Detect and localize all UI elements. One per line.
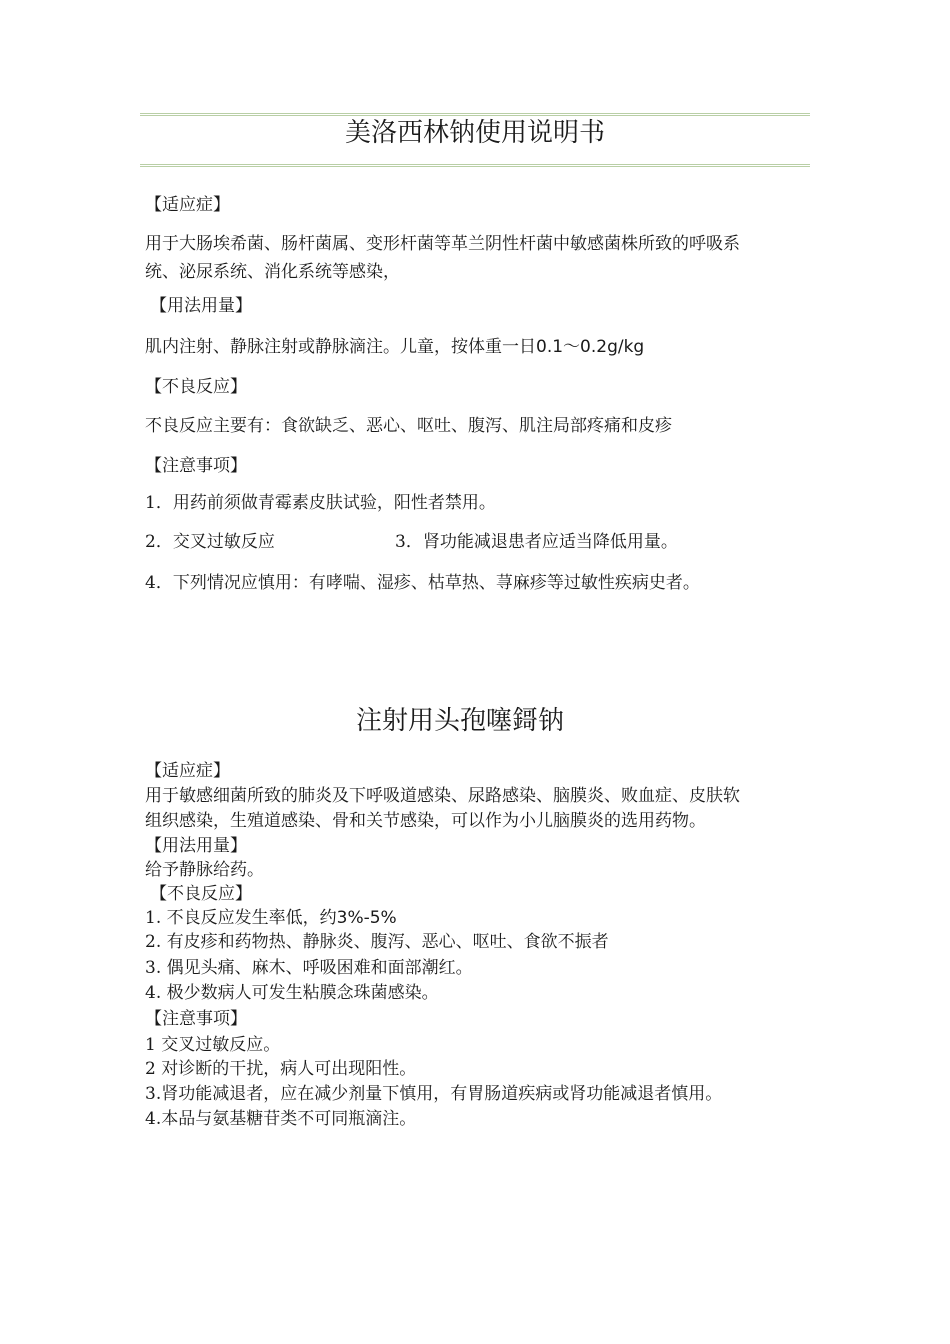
doc1-title: 美洛西林钠使用说明书 [344,118,605,148]
doc2-adverse-heading: 【不良反应】 [150,884,252,904]
doc1-indication-line2: 统、泌尿系统、消化系统等感染， [145,262,400,282]
doc2-usage-heading: 【用法用量】 [145,836,247,856]
doc2-adverse3: 3. 偶见头痛、麻木、呼吸困难和面部潮红。 [145,958,473,978]
doc1-note4: 4．下列情况应慎用：有哮喘、湿疹、枯草热、荨麻疹等过敏性疾病史者。 [145,573,700,593]
doc2-indication-heading: 【适应症】 [145,761,230,781]
doc2-note2: 2 对诊断的干扰，病人可出现阳性。 [145,1059,417,1079]
doc1-note1: 1．用药前须做青霉素皮肤试验，阳性者禁用。 [145,493,496,513]
doc2-adverse1-text: 1. 不良反应发生率低，约 [145,908,337,928]
doc1-usage-heading: 【用法用量】 [150,296,252,316]
doc1-adverse-heading: 【不良反应】 [145,377,247,397]
doc1-usage-text [145,334,644,360]
doc1-usage-text-a: 肌内注射、静脉注射或静脉滴注。儿童，按体重一日 [145,337,536,357]
doc1-note2: 2．交叉过敏反应 [145,532,275,552]
doc2-note3: 3.肾功能减退者，应在减少剂量下慎用，有胃肠道疾病或肾功能减退者慎用。 [145,1084,723,1104]
doc1-indication-heading: 【适应症】 [145,195,230,215]
doc2-note4: 4.本品与氨基糖苷类不可同瓶滴注。 [145,1109,417,1129]
doc2-adverse1-rate: 3%-5% [336,908,397,928]
doc2-adverse1 [145,905,397,931]
doc2-title: 注射用头孢噻鎶钠 [355,706,564,736]
title-bottom-rule [140,164,810,167]
doc1-usage-dose: 0.1～0.2g/kg [536,337,645,357]
doc1-indication-line1: 用于大肠埃希菌、肠杆菌属、变形杆菌等革兰阴性杆菌中敏感菌株所致的呼吸系 [145,234,740,254]
doc2-indication-line2: 组织感染，生殖道感染、骨和关节感染，可以作为小儿脑膜炎的选用药物。 [145,811,706,831]
doc2-note1: 1 交叉过敏反应。 [145,1035,281,1055]
title-top-rule [140,113,810,116]
doc2-indication-line1: 用于敏感细菌所致的肺炎及下呼吸道感染、尿路感染、脑膜炎、败血症、皮肤软 [145,786,740,806]
doc2-usage-text: 给予静脉给药。 [145,860,264,880]
doc1-note3: 3．肾功能减退患者应适当降低用量。 [395,532,678,552]
doc1-notes-heading: 【注意事项】 [145,456,247,476]
doc1-adverse-text: 不良反应主要有：食欲缺乏、恶心、呕吐、腹泻、肌注局部疼痛和皮疹 [145,416,672,436]
doc2-notes-heading: 【注意事项】 [145,1009,247,1029]
doc2-adverse2: 2. 有皮疹和药物热、静脉炎、腹泻、恶心、呕吐、食欲不振者 [145,932,609,952]
doc2-adverse4: 4. 极少数病人可发生粘膜念珠菌感染。 [145,983,439,1003]
